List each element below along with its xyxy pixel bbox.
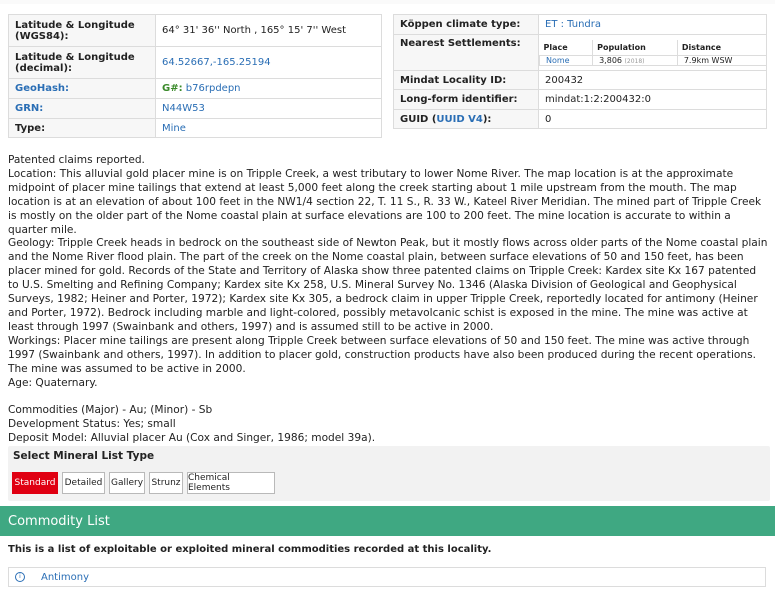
geohash-prefix: G#: (162, 83, 183, 94)
info-row-longform (394, 90, 767, 110)
info-row-grn (9, 99, 382, 119)
longform-key: Long-form identifier: (394, 90, 539, 110)
geohash-key[interactable]: GeoHash: (9, 79, 156, 99)
settlement-row (540, 55, 767, 65)
description-geology: Geology: Tripple Creek heads in bedrock on the southeast side of Newton Peak, but it mostly flows across older parts of the Nome coastal plain and the Nome River flood plain. The part of the creek on the Nome coastal plain, between surface elevations of 50 and 150 feet, has been placer mined for gold. Records of the State and Territory of Alaska show three patented claims on Tripple Creek: Kardex site Kx 167 patented to U.S. Smelting and Refining Company; Kardex site Kx 258, U.S. Mineral Survey No. 1346 (Alaska Division of Geological and Geophysical Surveys, 1982; Heiner and Porter, 1972); Kardex site Kx 305, a bedrock claim in upper Tripple Creek, reportedly located for antimony (Heiner and Porter, 1972). Bedrock including marble and light-colored, possibly metavolcanic schist is exposed in the mine. The mine was active at least through 1997 (Swainbank and others, 1997) and is assumed still to be active in 2000. (8, 237, 768, 333)
info-row-wgs84 (9, 15, 382, 47)
locality-description (8, 154, 770, 446)
description-paragraph: Patented claims reported. (8, 154, 145, 166)
settlement-population-year: (2018) (624, 57, 645, 65)
tab-chemical-elements[interactable]: Chemical Elements (187, 472, 275, 494)
info-key: Latitude & Longitude (decimal): (9, 47, 156, 79)
description-age: Age: Quaternary. (8, 376, 98, 389)
settlements-header: Population (593, 40, 678, 56)
settlements-header: Place (540, 40, 593, 56)
settlements-table (539, 40, 766, 66)
info-key: Latitude & Longitude (WGS84): (9, 15, 156, 47)
settlement-population: 3,806 (599, 55, 622, 65)
commodity-list-note: This is a list of exploitable or exploited mineral commodities recorded at this locality. (8, 544, 492, 555)
commodity-item[interactable] (8, 567, 766, 587)
info-row-settlements (394, 35, 767, 71)
mineral-list-type-panel (8, 446, 770, 501)
mineral-list-type-title: Select Mineral List Type (13, 450, 155, 462)
decimal-coords-link[interactable]: 64.52667,-165.25194 (162, 57, 271, 68)
uuid-v4-link[interactable]: UUID V4 (436, 113, 483, 125)
commodity-list-header: Commodity List (0, 506, 775, 536)
info-row-geohash (9, 79, 382, 99)
longform-value: mindat:1:2:200432:0 (539, 90, 767, 110)
location-info-table (8, 14, 382, 138)
tab-strunz[interactable]: Strunz (149, 472, 183, 494)
info-icon[interactable]: i (15, 572, 25, 582)
type-link[interactable]: Mine (162, 122, 186, 134)
mindat-id-key: Mindat Locality ID: (394, 71, 539, 90)
description-commodities: Commodities (Major) - Au; (Minor) - Sb (8, 404, 213, 417)
info-row-koppen (394, 15, 767, 35)
tab-gallery[interactable]: Gallery (109, 472, 145, 494)
info-value: 64° 31' 36'' North , 165° 15' 7'' West (156, 15, 382, 47)
grn-key[interactable]: GRN: (9, 99, 156, 119)
settlement-place-link[interactable]: Nome (546, 55, 570, 65)
tab-standard[interactable]: Standard (12, 472, 58, 494)
top-divider (0, 0, 775, 4)
settlements-key: Nearest Settlements: (394, 35, 539, 71)
guid-value: 0 (539, 110, 767, 129)
info-row-type (9, 119, 382, 138)
koppen-key: Köppen climate type: (394, 15, 539, 35)
koppen-link[interactable]: ET : Tundra (545, 19, 602, 30)
grn-link[interactable]: N44W53 (162, 103, 205, 114)
commodity-antimony-link[interactable]: Antimony (41, 571, 89, 583)
info-row-guid (394, 110, 767, 129)
locality-details-table (393, 14, 767, 129)
info-row-mindat-id (394, 71, 767, 90)
geohash-link[interactable]: b76rpdepn (185, 83, 241, 94)
info-row-decimal (9, 47, 382, 79)
description-deposit-model: Deposit Model: Alluvial placer Au (Cox and Singer, 1986; model 39a). (8, 432, 376, 445)
guid-key: GUID (UUID V4): (394, 110, 539, 129)
mindat-id-value: 200432 (539, 71, 767, 90)
description-workings: Workings: Placer mine tailings are present along Tripple Creek between surface elevations of 50 and 150 feet. The mine was active through 1997 (Swainbank and others, 1997). In addition to placer gold, construction products have also been produced during the recent operations. The mine was assumed to be active in 2000. (8, 334, 756, 375)
info-key: Type: (9, 119, 156, 138)
description-development: Development Status: Yes; small (8, 418, 176, 431)
settlements-header: Distance (677, 40, 766, 56)
tab-detailed[interactable]: Detailed (62, 472, 105, 494)
settlement-distance: 7.9km WSW (677, 55, 766, 65)
description-location: Location: This alluvial gold placer mine is on Tripple Creek, a west tributary to lower Nome River. The map location is at the approximate midpoint of placer mine tailings that extend at least 5,000 feet along the creek starting about 1 mile upstream from the mouth. The map location is at an elevation of about 100 feet in the NW1/4 section 22, T. 11 S., R. 33 W., Kateel River Meridian. The mined part of Tripple Creek is mostly on the older part of the Nome coastal plain at surface elevations are 100 to 200 feet. The mine location is accurate to within a quarter mile. (8, 167, 762, 236)
